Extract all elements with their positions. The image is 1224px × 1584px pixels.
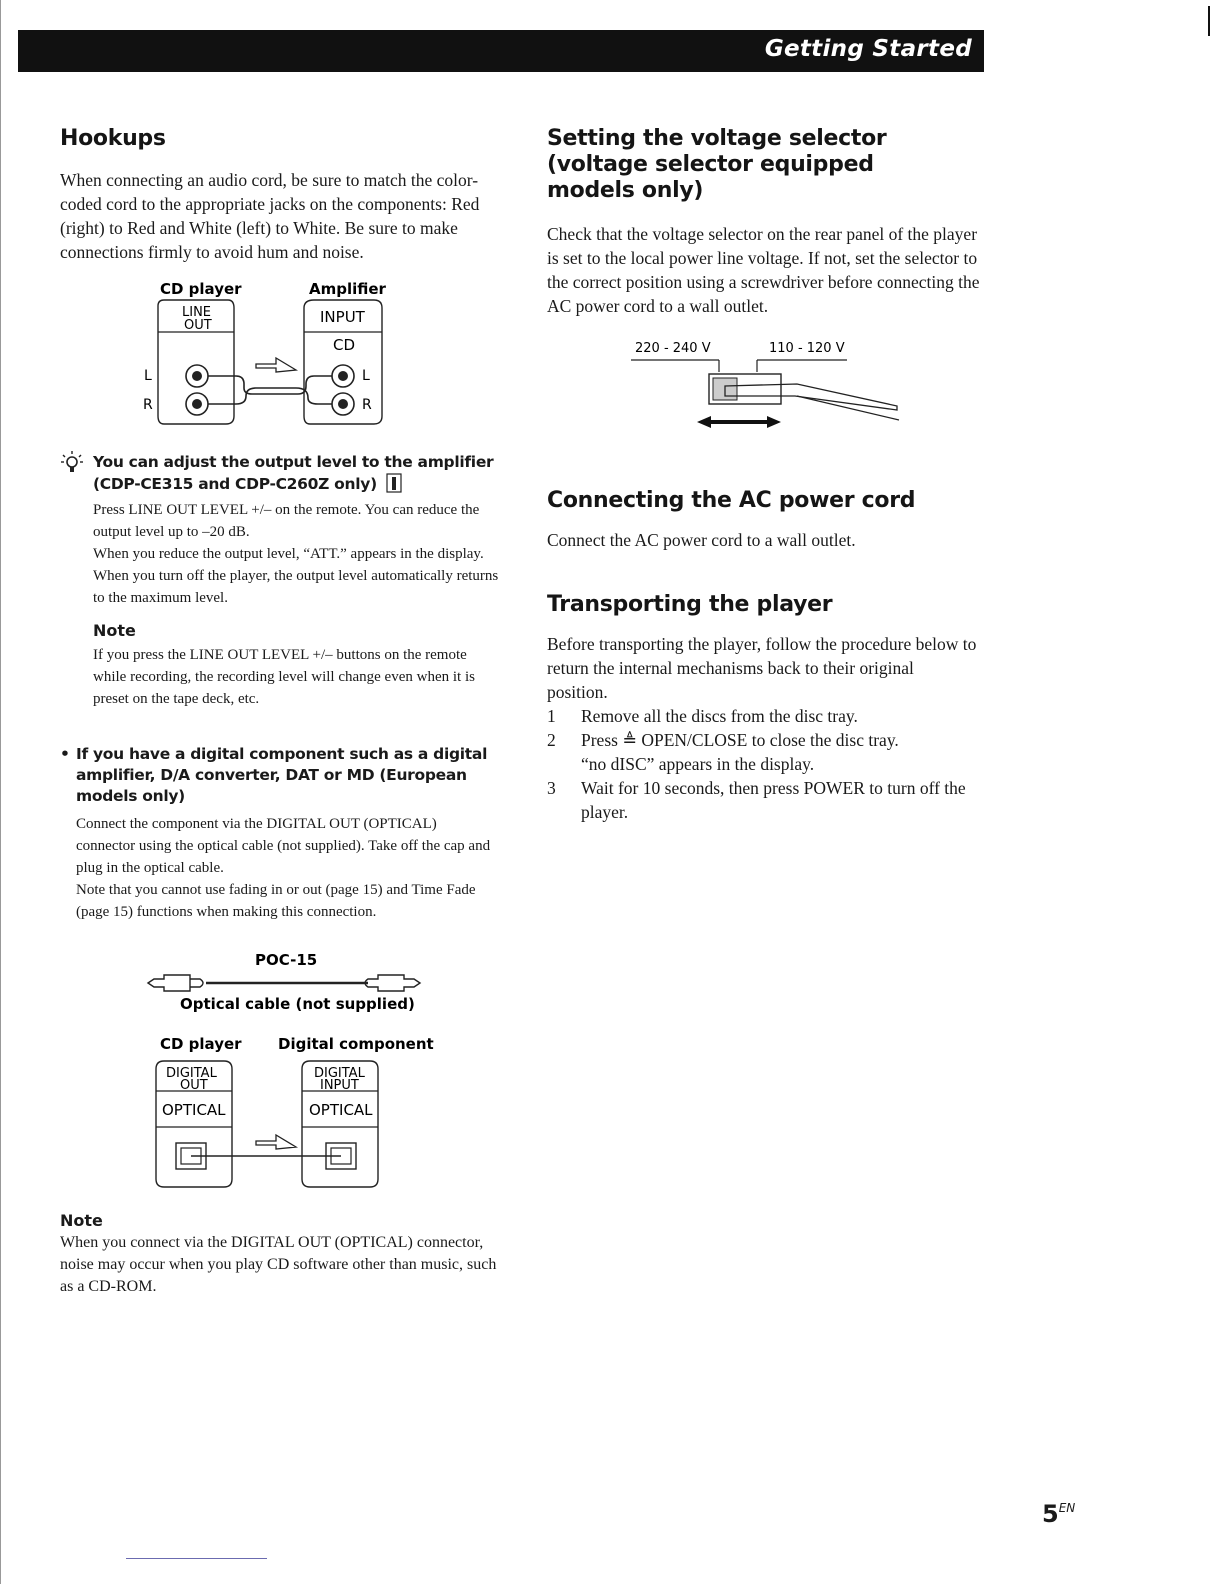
tip-block — [60, 452, 510, 710]
out-label-2: OUT — [180, 1078, 208, 1093]
digital-component-title — [60, 744, 510, 807]
transport-intro: Before transporting the player, follow the procedure below to return the internal mechanisms back to their original position. — [547, 634, 977, 702]
section-header-bar — [18, 30, 984, 72]
voltage-high-label: 220 - 240 V — [635, 341, 711, 356]
right-column — [547, 126, 987, 824]
transport-heading: Transporting the player — [547, 592, 833, 617]
step-number: 3 — [547, 778, 556, 798]
lightbulb-icon — [60, 450, 84, 480]
step-number: 2 — [547, 730, 556, 750]
cd-player-label: CD player — [160, 280, 242, 298]
left-column — [60, 120, 510, 1298]
cable-name-label: POC-15 — [255, 951, 318, 969]
digital-label-left: DIGITAL — [166, 1066, 217, 1081]
optical-note-body: When you connect via the DIGITAL OUT (OPTICAL) connector, noise may occur when you play CD software other than music, such as a CD-ROM. — [60, 1234, 497, 1295]
digital-paragraph-1: Connect the component via the DIGITAL OUT (OPTICAL) connector using the optical cable (not supplied). Take off the cap and plug in the optical cable. — [76, 816, 491, 876]
optical-label-left: OPTICAL — [162, 1101, 226, 1119]
cd-label: CD — [333, 336, 356, 354]
tip-paragraph-1: Press LINE OUT LEVEL +/– on the remote. You can reduce the output level up to –20 dB. — [93, 502, 480, 540]
transport-step — [547, 728, 987, 776]
optical-label-right: OPTICAL — [309, 1101, 373, 1119]
input-label: INPUT — [320, 308, 365, 326]
page-number — [1042, 1500, 1075, 1528]
tip-paragraph-2: When you reduce the output level, “ATT.” appears in the display. — [93, 546, 484, 562]
tip-paragraph-3: When you turn off the player, the output level automatically returns to the maximum level. — [93, 568, 499, 606]
out-label: OUT — [184, 318, 212, 333]
step-subtext: “no dISC” appears in the display. — [581, 754, 815, 774]
amp-right-channel-label: R — [362, 397, 372, 413]
hookups-heading: Hookups — [60, 126, 166, 151]
digital-label-right: DIGITAL — [314, 1066, 365, 1081]
transport-step — [547, 776, 981, 824]
footer-rule — [126, 1558, 267, 1559]
right-channel-label: R — [143, 397, 153, 413]
double-arrow-icon — [697, 416, 781, 428]
step-text: Press ≜ OPEN/CLOSE to close the disc tray. — [581, 730, 899, 750]
optical-note-heading: Note — [60, 1211, 103, 1230]
digital-component-title-text: If you have a digital component such as a digital amplifier, D/A converter, DAT or MD (European models only) — [76, 745, 488, 805]
optical-note — [60, 1211, 510, 1298]
voltage-low-label: 110 - 120 V — [769, 341, 845, 356]
optical-cable-left-plug — [148, 975, 203, 991]
step-number: 1 — [547, 706, 556, 726]
digital-component-section — [60, 744, 510, 923]
optical-cable-diagram — [60, 945, 480, 1015]
audio-cable — [208, 376, 332, 394]
left-channel-label: L — [144, 368, 152, 384]
bullet: • — [60, 745, 70, 763]
audio-hookup-diagram — [60, 276, 480, 436]
hookups-intro: When connecting an audio cord, be sure to match the color-coded cord to the appropriate jacks on the components: Red (right) to Red and White (left) to White. Be sure to make connections firmly to avoid hum and noise. — [60, 170, 480, 262]
crop-mark — [1208, 6, 1210, 36]
section-title: Getting Started — [764, 36, 972, 62]
voltage-body: Check that the voltage selector on the rear panel of the player is set to the local power line voltage. If not, set the selector to the correct position using a screwdriver before connecting the AC power cord to a wall outlet. — [547, 224, 980, 316]
step-text: Remove all the discs from the disc tray. — [581, 706, 858, 726]
digital-component-label: Digital component — [278, 1035, 434, 1053]
page-number-value: 5 — [1042, 1500, 1059, 1528]
ac-cord-body: Connect the AC power cord to a wall outlet. — [547, 530, 856, 550]
page-number-suffix: EN — [1058, 1501, 1076, 1515]
transport-steps — [547, 704, 987, 824]
amp-left-channel-label: L — [362, 368, 370, 384]
voltage-heading: Setting the voltage selector (voltage selector equipped models only) — [547, 126, 887, 203]
remote-icon — [386, 473, 402, 493]
tip-title — [93, 452, 510, 495]
tip-note-body: If you press the LINE OUT LEVEL +/– buttons on the remote while recording, the recording level will change even when it is preset on the tape deck, etc. — [93, 647, 475, 707]
amplifier-label: Amplifier — [309, 280, 386, 298]
input-label-2: INPUT — [320, 1078, 359, 1093]
direction-arrow-icon — [256, 358, 296, 372]
step-text: Wait for 10 seconds, then press POWER to turn off the player. — [581, 778, 966, 822]
tip-title-text: You can adjust the output level to the amplifier (CDP-CE315 and CDP-C260Z only) — [93, 453, 494, 493]
optical-cable-right-plug — [365, 975, 420, 991]
direction-arrow-icon-2 — [256, 1135, 296, 1149]
digital-hookup-diagram — [60, 1031, 480, 1191]
cable-caption: Optical cable (not supplied) — [180, 995, 415, 1013]
screwdriver-icon — [725, 384, 897, 410]
digital-paragraph-2: Note that you cannot use fading in or out (page 15) and Time Fade (page 15) functions when making this connection. — [76, 882, 476, 920]
line-label: LINE — [182, 305, 212, 320]
voltage-selector-diagram — [547, 338, 927, 448]
ac-cord-heading: Connecting the AC power cord — [547, 488, 916, 513]
transport-step — [547, 704, 987, 728]
tip-note-heading: Note — [93, 621, 136, 640]
cd-player-label-2: CD player — [160, 1035, 242, 1053]
page-edge-rule — [0, 0, 1, 1584]
